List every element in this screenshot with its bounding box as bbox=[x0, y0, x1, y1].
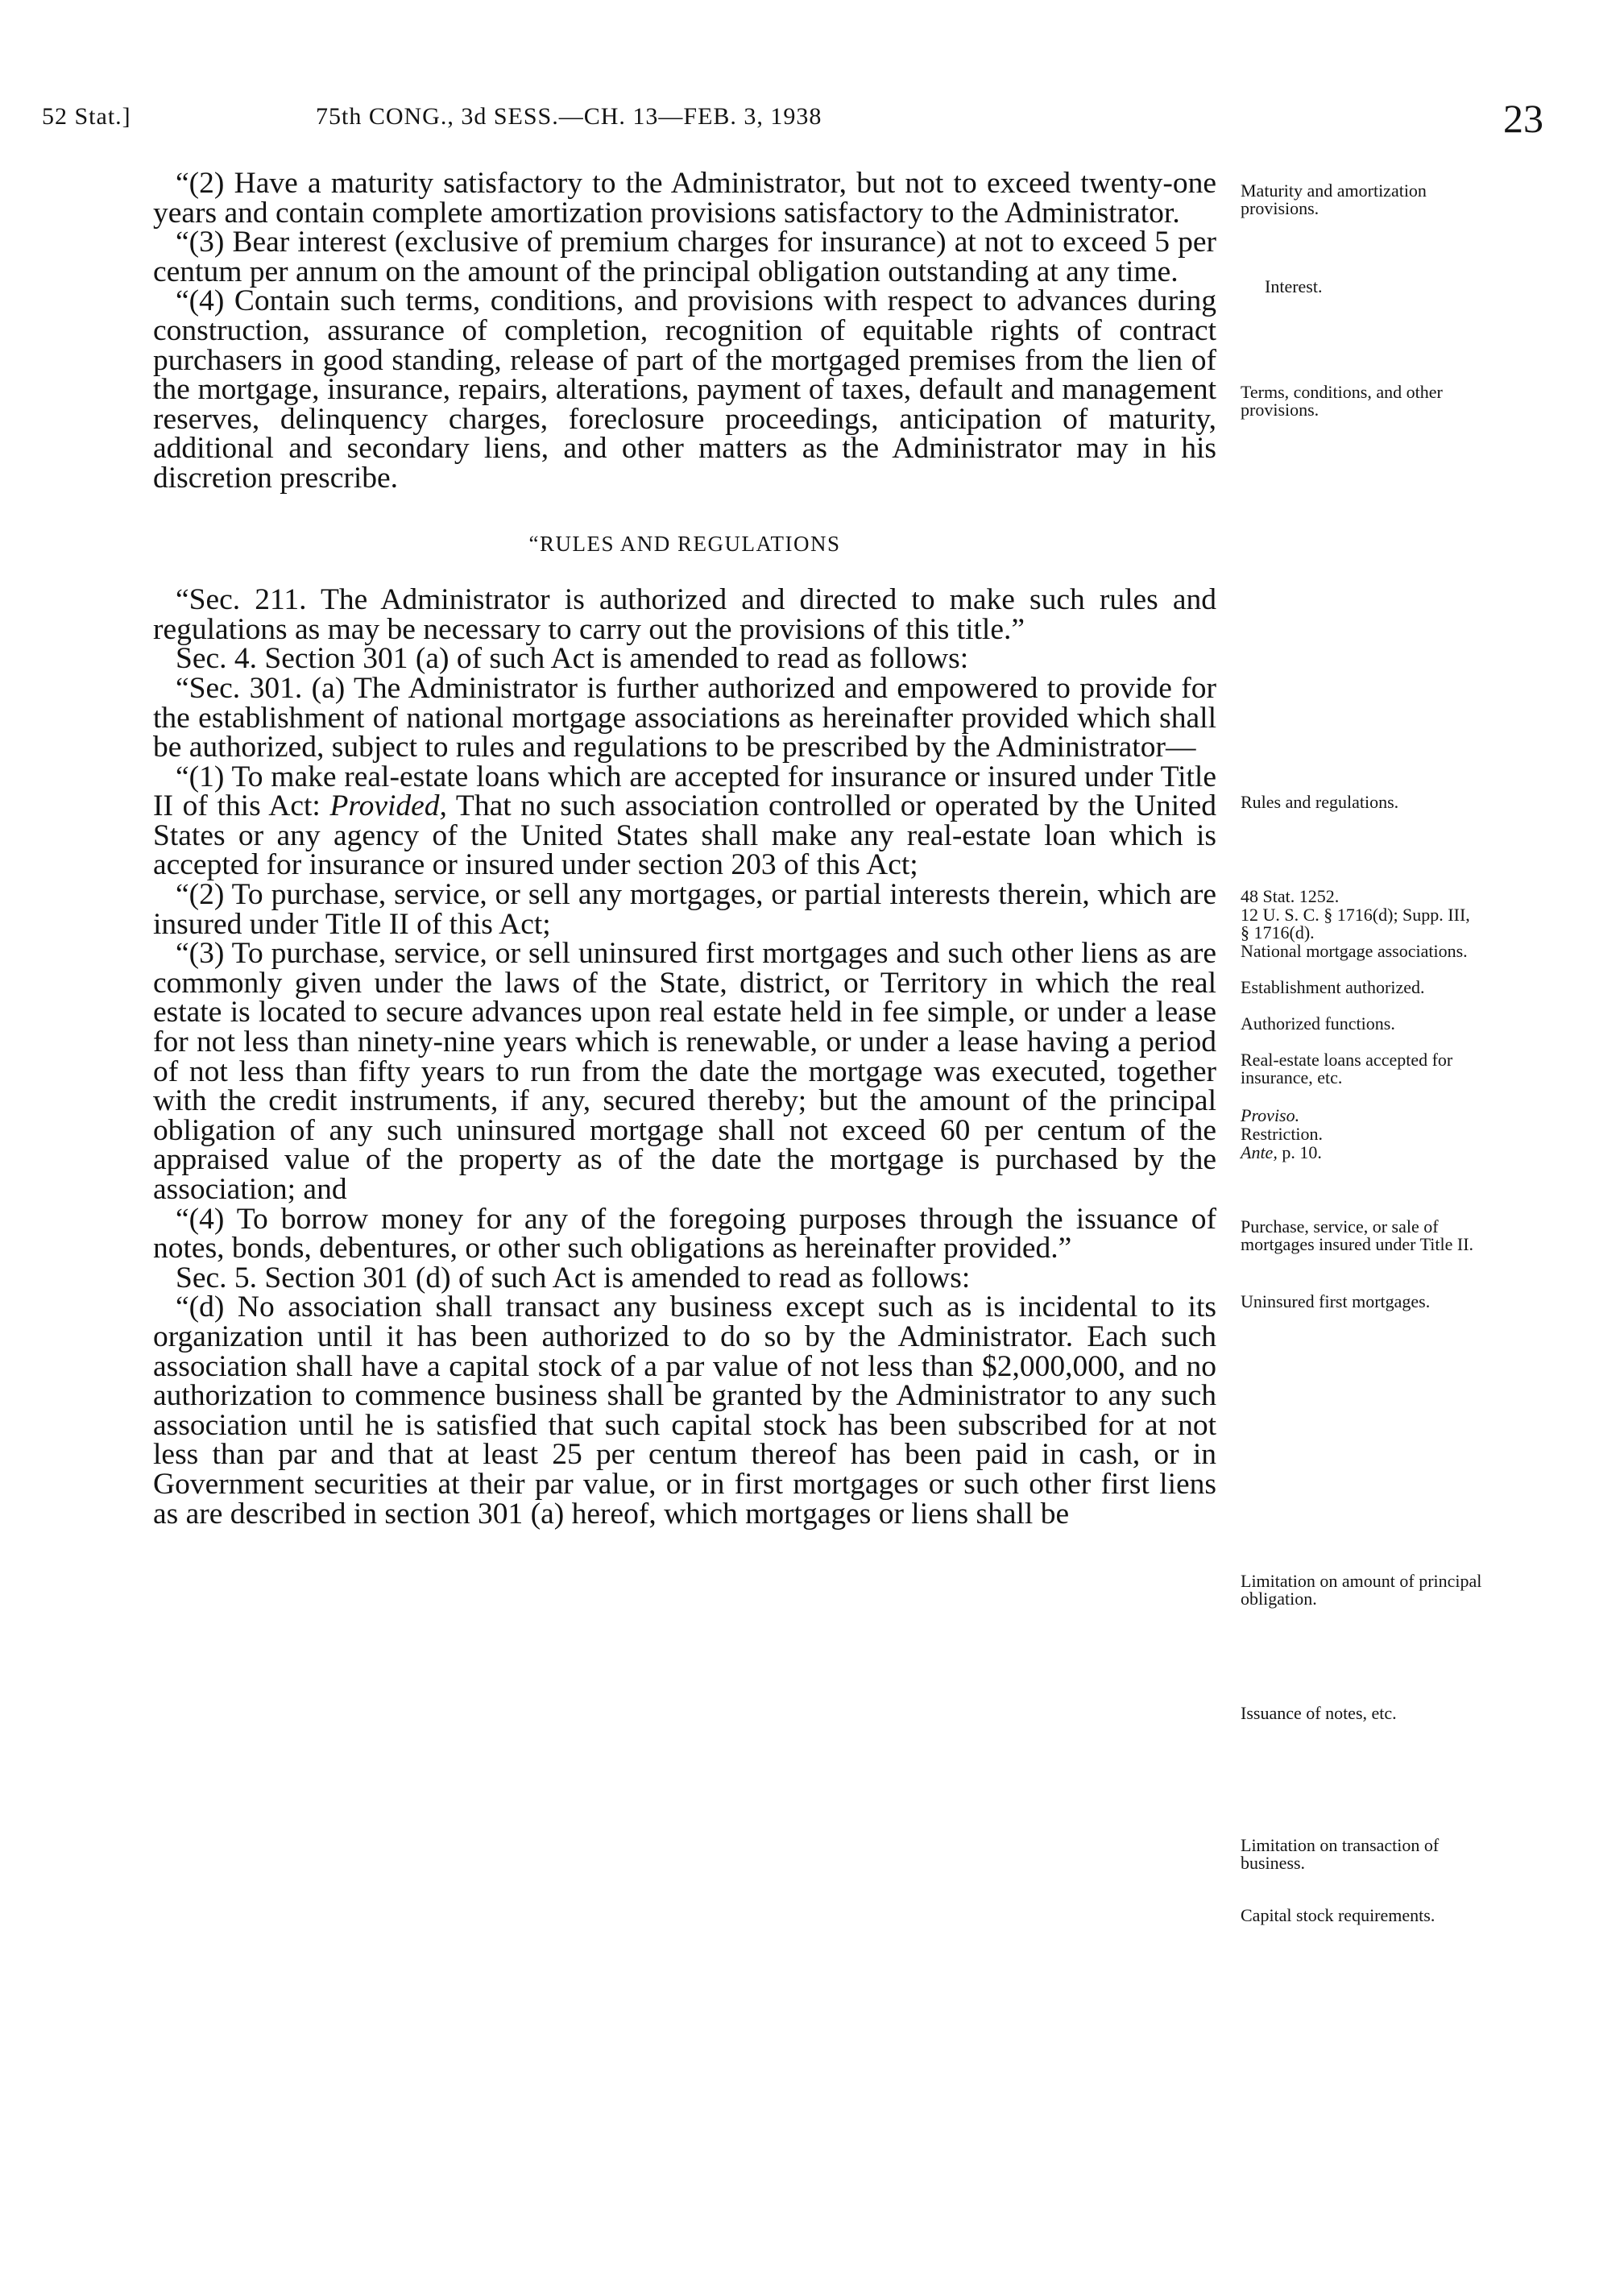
volume-reference: 52 Stat.] bbox=[42, 103, 131, 130]
margin-note-issuance: Issuance of notes, etc. bbox=[1241, 1703, 1397, 1723]
paragraph-maturity: “(2) Have a maturity satisfactory to the Administrator, but not to exceed twenty-one years and contain complete amortization provisions satisfactory to the Administrator. bbox=[153, 167, 1216, 230]
margin-note-proviso: Proviso. bbox=[1241, 1105, 1300, 1125]
margin-note-national-associations: National mortgage associations. bbox=[1241, 941, 1468, 961]
paragraph-borrow-money: “(4) To borrow money for any of the foregoing purposes through the issuance of notes, bonds, debentures, or other such obligations as hereinafter provided.” bbox=[153, 1202, 1216, 1266]
margin-note-ante bbox=[1241, 1144, 1482, 1162]
margin-note-ante-page: p. 10. bbox=[1282, 1142, 1322, 1162]
proviso-word: Provided, bbox=[329, 789, 447, 823]
paragraph-sec-211: “Sec. 211. The Administrator is authorized and directed to make such rules and regulations as may be necessary to carry out the provisions of this title.” bbox=[153, 583, 1216, 646]
section-heading-rules: “RULES AND REGULATIONS bbox=[528, 531, 841, 556]
margin-note-uninsured: Uninsured first mortgages. bbox=[1241, 1291, 1431, 1311]
paragraph-purchase-service: “(2) To purchase, service, or sell any mortgages, or partial interests therein, which are insured under Title II of this Act; bbox=[153, 878, 1216, 941]
margin-note-maturity: Maturity and amortization provisions. bbox=[1241, 180, 1427, 218]
margin-note-limitation-amount: Limitation on amount of principal obligation. bbox=[1241, 1571, 1482, 1609]
margin-note-establishment: Establishment authorized. bbox=[1241, 977, 1425, 997]
paragraph-real-estate-loans-b: That no such association controlled or operated by the United States or any agency of the United States shall make any real-estate loan which is accepted for insurance or insured under section 203 of this Act; bbox=[153, 789, 1217, 882]
paragraph-sec-4: Sec. 4. Section 301 (a) of such Act is amended to read as follows: bbox=[176, 642, 969, 676]
margin-note-usc-citation: 12 U. S. C. § 1716(d); Supp. III, § 1716(d). bbox=[1241, 905, 1470, 942]
margin-note-authorized-functions: Authorized functions. bbox=[1241, 1013, 1395, 1034]
margin-note-real-estate-loans: Real-estate loans accepted for insurance, etc. bbox=[1241, 1050, 1453, 1087]
margin-note-stat-citation: 48 Stat. 1252. bbox=[1241, 886, 1340, 906]
paragraph-sec-5: Sec. 5. Section 301 (d) of such Act is amended to read as follows: bbox=[176, 1261, 971, 1295]
margin-note-capital-stock: Capital stock requirements. bbox=[1241, 1905, 1436, 1925]
paragraph-interest: “(3) Bear interest (exclusive of premium charges for insurance) at not to exceed 5 per centum per annum on the amount of the principal obligation outstanding at any time. bbox=[153, 226, 1216, 288]
paragraph-real-estate-loans bbox=[153, 760, 1217, 882]
paragraph-sec-301a: “Sec. 301. (a) The Administrator is further authorized and empowered to provide for the establishment of national mortgage associations as hereinafter provided which shall be authorized, subject to rules and regulations to be prescribed by the Administrator— bbox=[153, 671, 1216, 764]
session-chapter-date: 75th CONG., 3d SESS.—CH. 13—FEB. 3, 1938 bbox=[316, 103, 822, 130]
margin-note-ante-word: Ante, bbox=[1241, 1142, 1278, 1162]
margin-note-terms: Terms, conditions, and other provisions. bbox=[1241, 382, 1443, 420]
margin-note-rules: Rules and regulations. bbox=[1241, 792, 1399, 812]
paragraph-sec-301d: “(d) No association shall transact any business except such as is incidental to its organization until it has been authorized to do so by the Administrator. Each such association shall have a capital stock of a par value of not less than $2,000,000, and no authorization to commence business shall be granted by the Administrator to any such association until he is satisfied that such capital stock has been subscribed for at not less than par and that at least 25 per centum thereof has been paid in cash, or in Government securities at their par value, or in first mortgages or such other first liens as are described in section 301 (a) hereof, which mortgages or liens shall be bbox=[153, 1290, 1216, 1531]
margin-note-interest: Interest. bbox=[1265, 276, 1323, 296]
paragraph-real-estate-loans-a: “(1) To make real-estate loans which are accepted for insurance or insured under Title II of this Act: bbox=[153, 760, 1216, 823]
paragraph-terms-conditions: “(4) Contain such terms, conditions, and provisions with respect to advances during construction, assurance of completion, recognition of equitable rights of contract purchasers in good standing, release of part of the mortgaged premises from the lien of the mortgage, insurance, repairs, alterations, payment of taxes, default and management reserves, delinquency charges, foreclosure proceedings, anticipation of maturity, additional and secondary liens, and other matters as the Administrator may in his discretion prescribe. bbox=[153, 284, 1216, 495]
body-text bbox=[153, 169, 1216, 1529]
running-header bbox=[42, 98, 1543, 147]
margin-note-purchase-service: Purchase, service, or sale of mortgages insured under Title II. bbox=[1241, 1216, 1474, 1254]
paragraph-uninsured-mortgages: “(3) To purchase, service, or sell uninsured first mortgages and such other liens as are commonly given under the laws of the State, district, or Territory in which the real estate is located to secure advances upon real estate held in fee simple, or under a lease for not less than ninety-nine years which is renewable, or under a lease having a period of not less than fifty years to run from the date the mortgage was executed, together with the credit instruments, if any, secured thereby; but the amount of the principal obligation of any such uninsured mortgage shall not exceed 60 per centum of the appraised value of the property as of the date the mortgage is purchased by the association; and bbox=[153, 937, 1216, 1206]
page-number: 23 bbox=[1503, 96, 1543, 141]
margin-note-restriction: Restriction. bbox=[1241, 1124, 1324, 1144]
margin-note-limitation-business: Limitation on transaction of business. bbox=[1241, 1835, 1440, 1873]
